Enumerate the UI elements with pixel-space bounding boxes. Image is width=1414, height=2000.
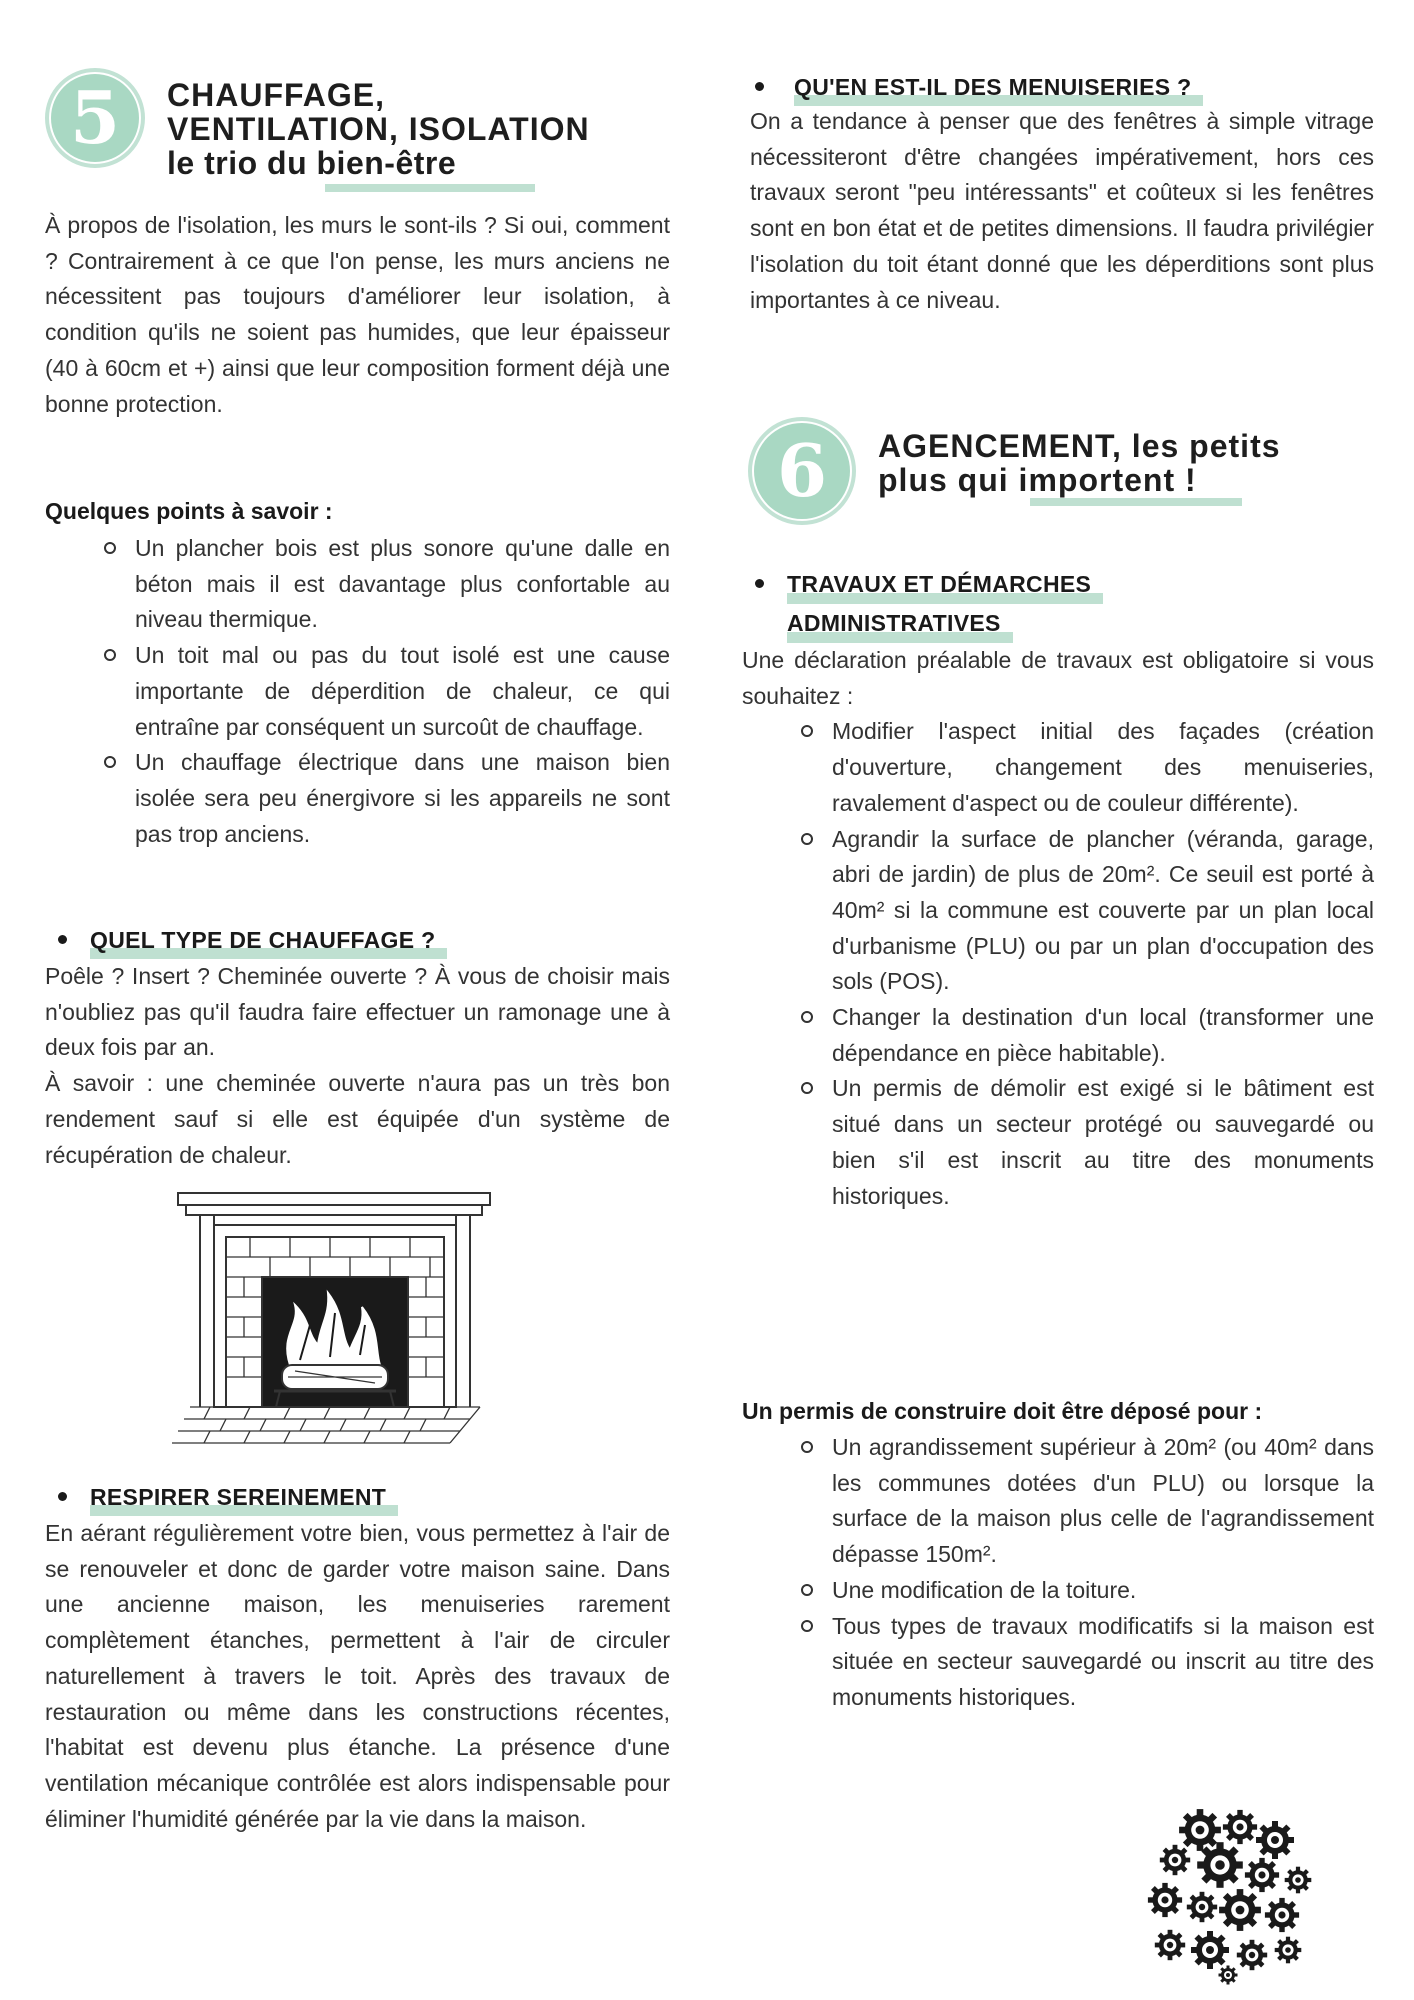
list-item: Un permis de démolir est exigé si le bâtiment est situé dans un secteur protégé ou sauvegardé ou bien s'il est inscrit au titre des monuments historiques. [742,1071,1374,1214]
admin-intro: Une déclaration préalable de travaux est obligatoire si vous souhaitez : [742,647,1374,709]
gears-cluster-icon [1140,1805,1320,1985]
section-5-title-line: CHAUFFAGE, [167,77,385,113]
heating-note: À savoir : une cheminée ouverte n'aura pas un très bon rendement sauf si elle est équipée d'un système de récupération de chaleur. [45,1070,670,1168]
insulation-intro: À propos de l'isolation, les murs le sont-ils ? Si oui, comment ? Contrairement à ce que l'on pense, les murs anciens ne nécessitent pas toujours d'améliorer leur isolation, à condition qu'ils ne soient pas humides, que leur épaisseur (40 à 60cm et +) ainsi que leur composition forment déjà une bonne protection. [45,212,670,417]
title-underline [325,184,535,192]
section-number-badge [45,68,145,168]
ventilation-paragraph: En aérant régulièrement votre bien, vous permettez à l'air de se renouveler et donc de garder votre maison saine. Dans une ancienne maison, les menuiseries rarement complètement étanches, permettent à l'air de circuler naturellement à travers le toit. Après des travaux de restauration ou même dans les constructions récentes, l'habitat est devenu plus étanche. La présence d'une ventilation mécanique contrôlée est alors indispensable pour éliminer l'humidité générée par la vie dans la maison. [45,1520,670,1832]
section-6-title [878,429,1281,497]
section-5-title-line: VENTILATION, ISOLATION [167,111,590,147]
list-item: Un toit mal ou pas du tout isolé est une cause importante de déperdition de chaleur, ce qui entraîne par conséquent un surcoût de chauffage. [45,638,670,745]
menuiseries-heading: QU'EN EST-IL DES MENUISERIES ? [742,68,1374,106]
permit-list [742,1430,1374,1716]
title-underline [1030,498,1242,506]
section-5-title [167,78,590,180]
section-number: 5 [51,74,139,162]
section-5-title-line: le trio du bien-être [167,145,457,181]
heating-paragraph: Poêle ? Insert ? Cheminée ouverte ? À vous de choisir mais n'oubliez pas qu'il faudra faire effectuer un ramonage une à deux fois par an. [45,963,670,1061]
points-list [45,531,670,852]
admin-heading: TRAVAUX ET DÉMARCHES ADMINISTRATIVES [742,565,1374,643]
list-item: Un plancher bois est plus sonore qu'une dalle en béton mais il est davantage plus confortable au niveau thermique. [45,531,670,638]
list-item: Changer la destination d'un local (transformer une dépendance en pièce habitable). [742,1000,1374,1071]
heating-heading: QUEL TYPE DE CHAUFFAGE ? [45,921,670,959]
section-6-header [748,417,1281,525]
permit-label: Un permis de construire doit être déposé pour : [742,1398,1263,1424]
points-label: Quelques points à savoir : [45,498,333,524]
list-item: Tous types de travaux modificatifs si la maison est située en secteur sauvegardé ou inscrit au titre des monuments historiques. [742,1609,1374,1716]
fireplace-illustration [170,1185,500,1455]
list-item: Agrandir la surface de plancher (véranda, garage, abri de jardin) de plus de 20m². Ce seuil est porté à 40m² si la commune est couverte par un plan local d'urbanisme (PLU) ou par un plan d'occupation des sols (POS). [742,822,1374,1001]
section-number: 6 [754,423,850,519]
list-item: Une modification de la toiture. [742,1573,1374,1609]
list-item: Un agrandissement supérieur à 20m² (ou 40m² dans les communes dotées d'un PLU) ou lorsque la surface de la maison plus celle de l'agrandissement dépasse 150m². [742,1430,1374,1573]
ventilation-heading: RESPIRER SEREINEMENT [45,1478,670,1516]
section-number-badge [748,417,856,525]
section-6-title-line: AGENCEMENT, les petits [878,428,1281,464]
declaration-list [742,714,1374,1214]
list-item: Modifier l'aspect initial des façades (création d'ouverture, changement des menuiseries, ravalement d'aspect ou de couleur différente). [742,714,1374,821]
list-item: Un chauffage électrique dans une maison bien isolée sera peu énergivore si les appareils ne sont pas trop anciens. [45,745,670,852]
menuiseries-paragraph: On a tendance à penser que des fenêtres à simple vitrage nécessiteront d'être changées impérativement, hors ces travaux seront "peu intéressants" et coûteux si les fenêtres sont en bon état et de petites dimensions. Il faudra privilégier l'isolation du toit étant donné que les déperditions sont plus importantes à ce niveau. [750,108,1374,313]
section-6-title-line: plus qui importent ! [878,462,1197,498]
section-5-header [45,68,590,180]
